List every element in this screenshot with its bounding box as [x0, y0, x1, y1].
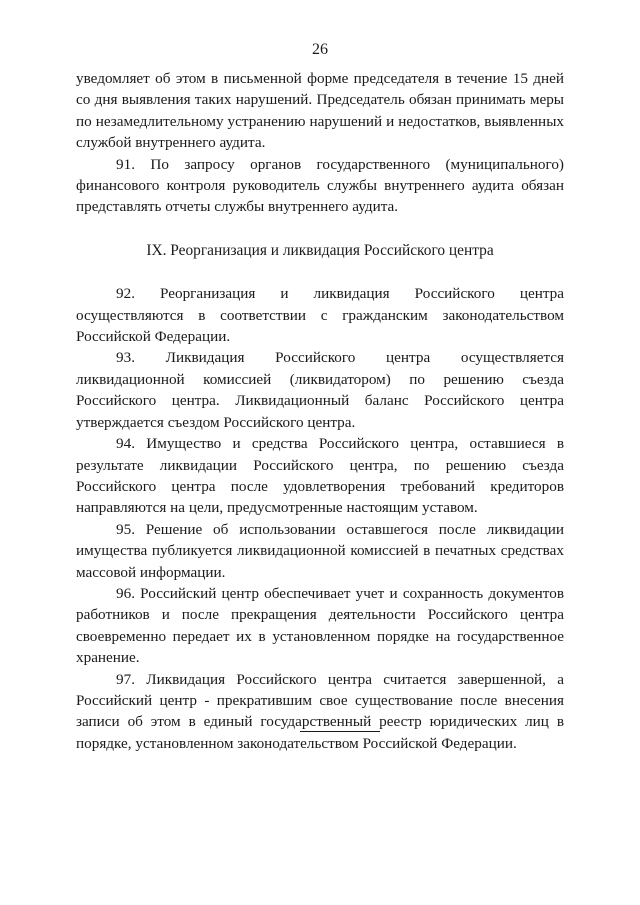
paragraph-96: 96. Российский центр обеспечивает учет и сохранность документов работников и после прекращения деятельности Российского центра своевременно передает их в установленном порядке на государственное хранение.	[76, 584, 564, 667]
document-body	[76, 68, 564, 754]
section-heading: IX. Реорганизация и ликвидация Российского центра	[146, 241, 494, 259]
paragraph-91: 91. По запросу органов государственного (муниципального) финансового контроля руководитель службы внутреннего аудита обязан представлять отчеты службы внутреннего аудита.	[76, 155, 564, 216]
page-number: 26	[312, 41, 328, 58]
paragraph-97: 97. Ликвидация Российского центра считается завершенной, а Российский центр - прекратившим свое существование после внесения записи об этом в единый государственный реестр юридических лиц в порядке, установленном законодательством Российской Федерации.	[76, 670, 564, 752]
paragraph-continuation: уведомляет об этом в письменной форме председателя в течение 15 дней со дня выявления таких нарушений. Председатель обязан принимать меры по незамедлительному устранению нарушений и недостатков, выявленных службой внутреннего аудита.	[76, 70, 564, 152]
paragraph-94: 94. Имущество и средства Российского центра, оставшиеся в результате ликвидации Российского центра, по решению съезда Российского центра после удовлетворения требований кредиторов направляются на цели, предусмотренные настоящим уставом.	[76, 435, 564, 517]
paragraph-93: 93. Ликвидация Российского центра осуществляется ликвидационной комиссией (ликвидатором) по решению съезда Российского центра. Ликвидационный баланс Российского центра утверждается съездом Российского центра.	[76, 349, 564, 431]
paragraph-92: 92. Реорганизация и ликвидация Российского центра осуществляются в соответствии с гражданским законодательством Российской Федерации.	[76, 285, 564, 346]
end-rule-divider	[300, 731, 380, 732]
paragraph-95: 95. Решение об использовании оставшегося после ликвидации имущества публикуется ликвидационной комиссией в печатных средствах массовой информации.	[76, 520, 564, 581]
